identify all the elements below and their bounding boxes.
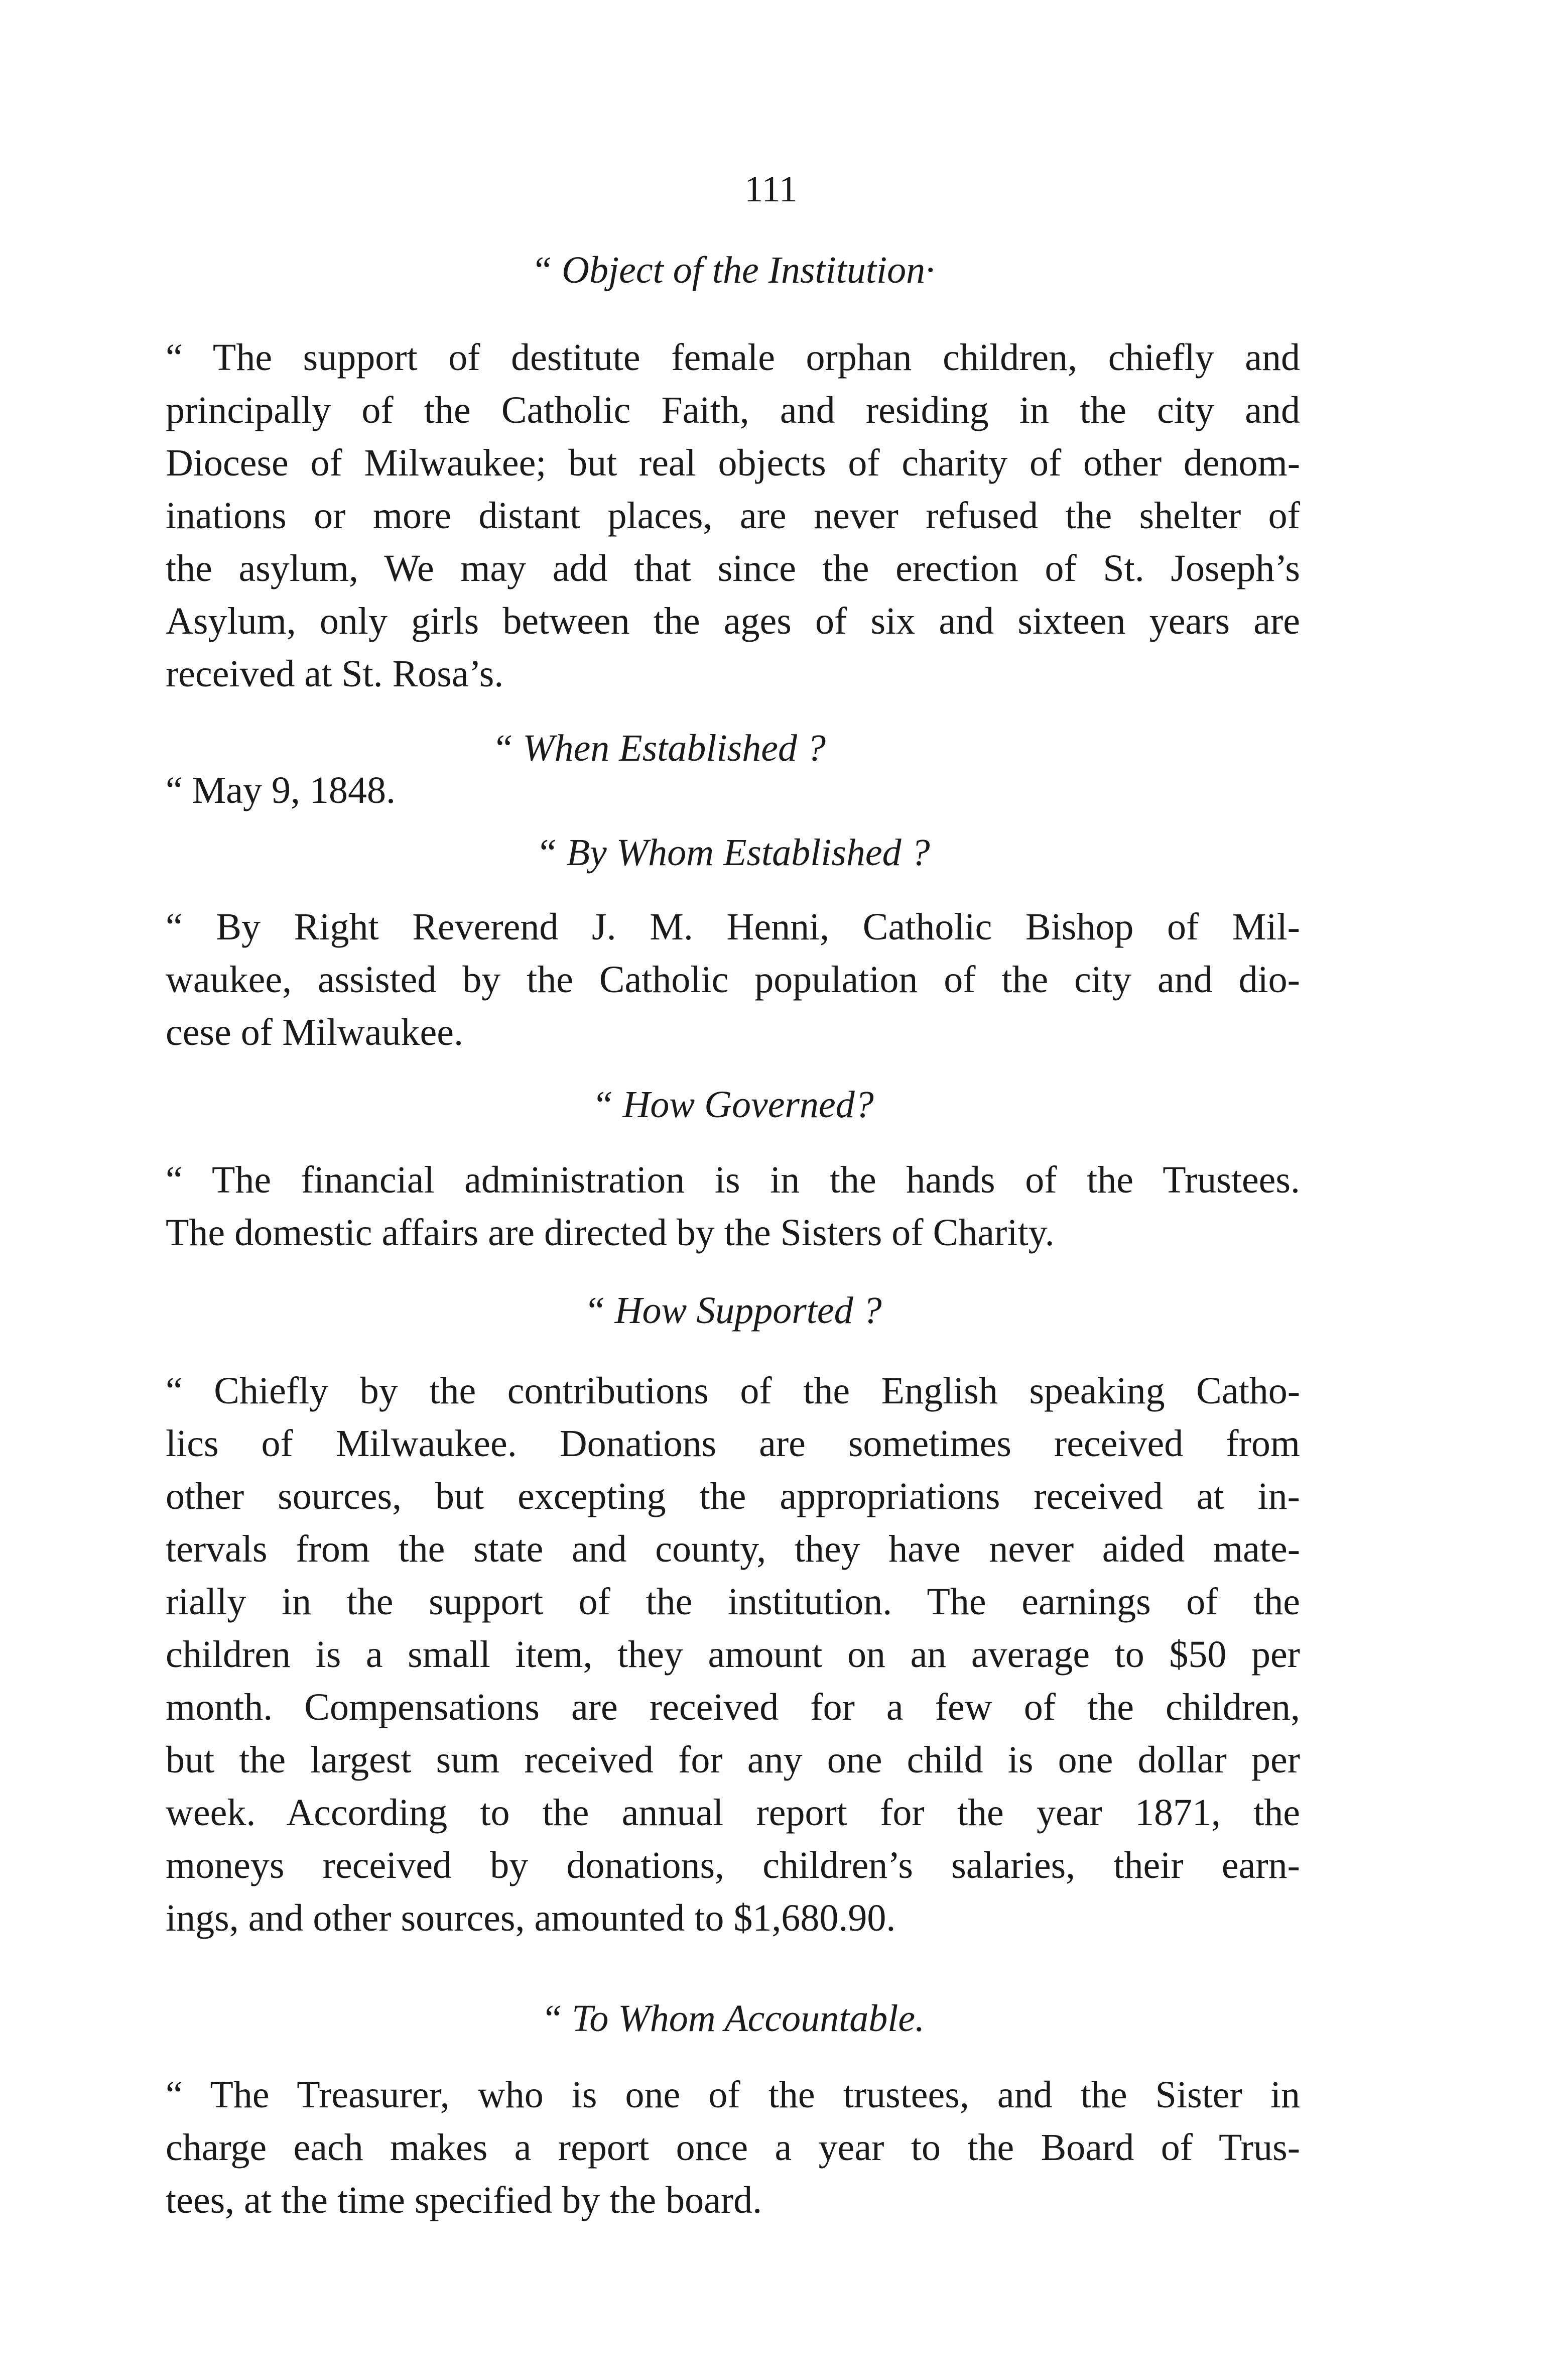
text-line: charge each makes a report once a year to the Board of Trus- [166, 2126, 1300, 2169]
text-line: children is a small item, they amount on an average to $50 per [166, 1633, 1300, 1676]
text-line: “ Chiefly by the contributions of the English speaking Catho- [166, 1370, 1300, 1412]
text-line: cese of Milwaukee. [166, 1011, 463, 1053]
text-line: but the largest sum received for any one child is one dollar per [166, 1739, 1300, 1781]
text-line: month. Compensations are received for a few of the children, [166, 1686, 1300, 1728]
text-line: Asylum, only girls between the ages of six and sixteen years are [166, 600, 1300, 642]
text-line: “ The financial administration is in the hands of the Trustees. [166, 1159, 1300, 1201]
section-heading-when-established: “ When Established ? [492, 727, 826, 769]
text-line: ings, and other sources, amounted to $1,680.90. [166, 1897, 896, 1939]
text-line: tees, at the time specified by the board. [166, 2179, 762, 2221]
paragraph-how-governed [166, 1154, 1300, 1259]
text-line: tervals from the state and county, they have never aided mate- [166, 1528, 1300, 1570]
section-heading-object: “ Object of the Institution· [531, 249, 935, 291]
paragraph-how-supported [166, 1365, 1300, 1945]
text-line: inations or more distant places, are never refused the shelter of [166, 495, 1300, 537]
paragraph-by-whom [166, 901, 1300, 1059]
paragraph-object [166, 331, 1300, 700]
text-line: week. According to the annual report for the year 1871, the [166, 1792, 1300, 1834]
text-line: other sources, but excepting the appropriations received at in- [166, 1475, 1300, 1517]
section-heading-how-supported: “ How Supported ? [584, 1289, 882, 1332]
section-heading-to-whom-accountable: “ To Whom Accountable. [541, 1997, 925, 2040]
text-line: “ The support of destitute female orphan children, chiefly and [166, 336, 1300, 379]
text-line: principally of the Catholic Faith, and residing in the city and [166, 389, 1300, 431]
established-date: “ May 9, 1848. [166, 769, 396, 811]
text-line: received at St. Rosa’s. [166, 653, 504, 695]
section-heading-how-governed: “ How Governed? [592, 1084, 874, 1126]
text-line: the asylum, We may add that since the erection of St. Joseph’s [166, 547, 1300, 589]
text-line: Diocese of Milwaukee; but real objects of charity of other denom- [166, 442, 1300, 484]
text-line: moneys received by donations, children’s salaries, their earn- [166, 1844, 1300, 1886]
paragraph-to-whom-accountable [166, 2069, 1300, 2227]
text-line: The domestic affairs are directed by the Sisters of Charity. [166, 1212, 1055, 1254]
text-line: lics of Milwaukee. Donations are sometimes received from [166, 1422, 1300, 1465]
section-heading-by-whom: “ By Whom Established ? [536, 831, 930, 874]
text-line: waukee, assisted by the Catholic population of the city and dio- [166, 959, 1300, 1001]
text-line: “ By Right Reverend J. M. Henni, Catholic Bishop of Mil- [166, 906, 1300, 948]
page-number: 111 [744, 169, 798, 210]
text-line: rially in the support of the institution. The earnings of the [166, 1581, 1300, 1623]
text-line: “ The Treasurer, who is one of the trustees, and the Sister in [166, 2074, 1300, 2116]
